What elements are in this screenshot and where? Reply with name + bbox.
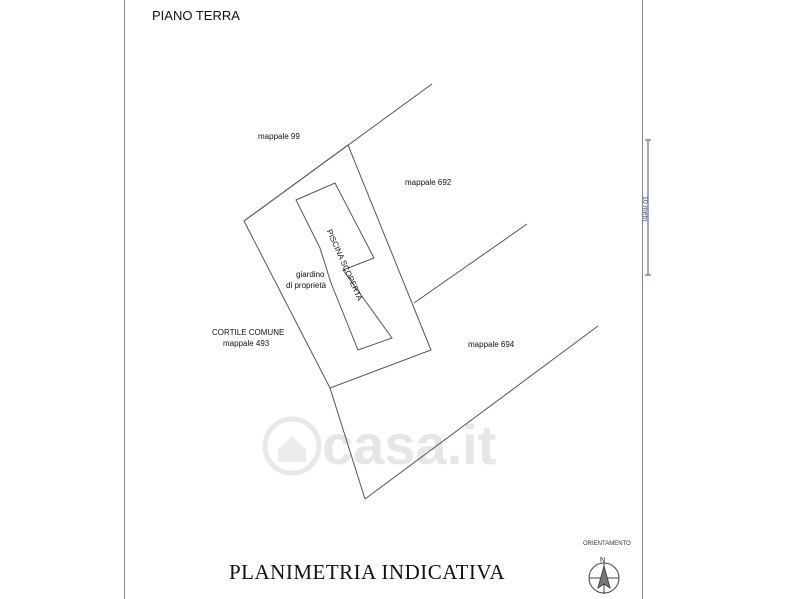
plan-title: PLANIMETRIA INDICATIVA (229, 560, 506, 584)
orientation-label: ORIENTAMENTO (583, 541, 631, 547)
boundary-line-493 (330, 388, 365, 499)
property-lot (244, 145, 431, 388)
label-mappale-694: mappale 694 (468, 340, 515, 349)
label-mappale-692: mappale 692 (405, 178, 452, 187)
north-compass (589, 562, 619, 594)
label-garden-line-2: di proprietà (286, 281, 327, 290)
watermark-text: casa.it (322, 413, 497, 476)
boundary-line-694 (365, 326, 598, 499)
floor-title: PIANO TERRA (152, 8, 240, 23)
label-garden-line-1: giardino (296, 270, 325, 279)
label-cortile: CORTILE COMUNE (212, 328, 285, 337)
label-mappale-493: mappale 493 (223, 339, 270, 348)
label-pool: PISCINA SCOPERTA (324, 228, 365, 303)
label-mappale-99: mappale 99 (258, 132, 300, 141)
north-label: N (600, 557, 606, 564)
scale-bar-label: 10 metri (641, 196, 648, 222)
boundary-line-692 (414, 224, 527, 303)
